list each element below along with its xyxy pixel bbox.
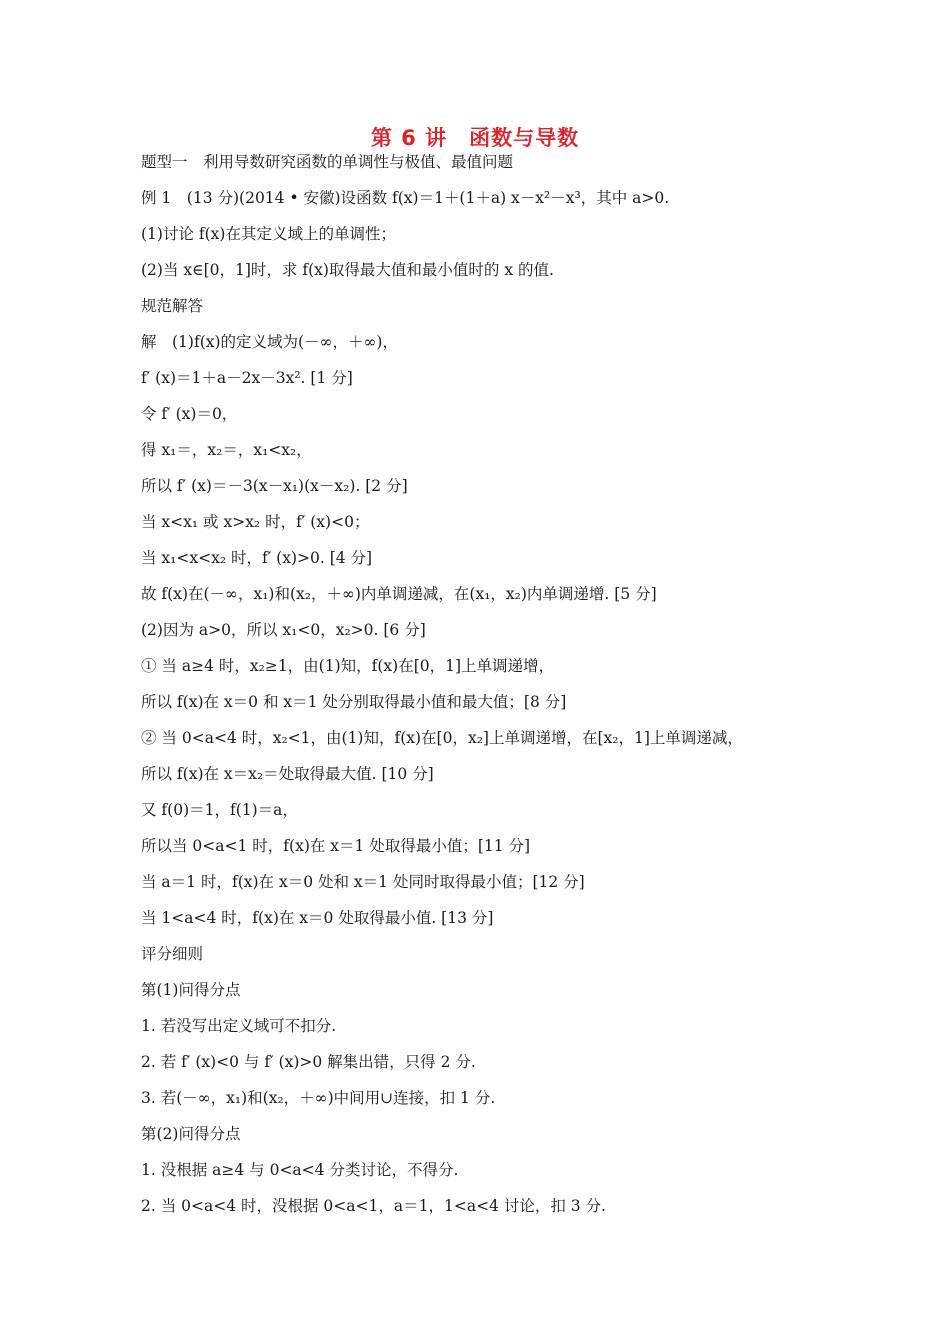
- rubric-item: 1. 若没写出定义域可不扣分.: [141, 1017, 337, 1035]
- example-statement: 例 1 (13 分)(2014 • 安徽)设函数 f(x)＝1＋(1＋a) x－x²－x³，其中 a>0.: [141, 189, 670, 207]
- rubric-subheading: 第(2)问得分点: [141, 1125, 241, 1143]
- solution-heading: 规范解答: [141, 297, 204, 315]
- solution-line: 当 a＝1 时，f(x)在 x＝0 处和 x＝1 处同时取得最小值；[12 分]: [141, 873, 585, 891]
- solution-line: 解 (1)f(x)的定义域为(－∞，＋∞)，: [141, 333, 398, 351]
- solution-line: ① 当 a≥4 时，x₂≥1，由(1)知，f(x)在[0，1]上单调递增，: [141, 657, 555, 675]
- solution-line: 当 x<x₁ 或 x>x₂ 时，f′ (x)<0；: [141, 513, 370, 531]
- rubric-item: 1. 没根据 a≥4 与 0<a<4 分类讨论，不得分.: [141, 1161, 459, 1179]
- rubric-heading: 评分细则: [141, 945, 204, 963]
- solution-line: 故 f(x)在(－∞，x₁)和(x₂，＋∞)内单调递减，在(x₁，x₂)内单调递增. [5 分]: [141, 585, 657, 603]
- rubric-subheading: 第(1)问得分点: [141, 981, 241, 999]
- question-part-2: (2)当 x∈[0，1]时，求 f(x)取得最大值和最小值时的 x 的值.: [141, 261, 554, 279]
- section-heading: 题型一 利用导数研究函数的单调性与极值、最值问题: [141, 153, 514, 171]
- solution-line: (2)因为 a>0，所以 x₁<0，x₂>0. [6 分]: [141, 621, 426, 639]
- solution-line: f′ (x)＝1＋a－2x－3x². [1 分]: [141, 369, 353, 387]
- solution-line: 所以 f(x)在 x＝x₂＝处取得最大值. [10 分]: [141, 765, 434, 783]
- page-title: 第 6 讲 函数与导数: [370, 126, 580, 150]
- solution-line: 所以当 0<a<1 时，f(x)在 x＝1 处取得最小值；[11 分]: [141, 837, 531, 855]
- solution-line: 所以 f(x)在 x＝0 和 x＝1 处分别取得最小值和最大值；[8 分]: [141, 693, 567, 711]
- solution-line: 所以 f′ (x)＝－3(x－x₁)(x－x₂). [2 分]: [141, 477, 408, 495]
- rubric-item: 2. 若 f′ (x)<0 与 f′ (x)>0 解集出错，只得 2 分.: [141, 1053, 476, 1071]
- solution-line: 令 f′ (x)＝0，: [141, 405, 238, 423]
- solution-line: 得 x₁＝，x₂＝，x₁<x₂，: [141, 441, 312, 459]
- question-part-1: (1)讨论 f(x)在其定义域上的单调性；: [141, 225, 396, 243]
- solution-line: 当 x₁<x<x₂ 时，f′ (x)>0. [4 分]: [141, 549, 373, 567]
- rubric-item: 2. 当 0<a<4 时，没根据 0<a<1，a＝1，1<a<4 讨论，扣 3 分.: [141, 1197, 606, 1215]
- solution-line: ② 当 0<a<4 时，x₂<1，由(1)知，f(x)在[0，x₂]上单调递增，在[x₂，1]上单调递减，: [141, 729, 743, 747]
- rubric-item: 3. 若(－∞，x₁)和(x₂，＋∞)中间用∪连接，扣 1 分.: [141, 1089, 496, 1107]
- solution-line: 当 1<a<4 时，f(x)在 x＝0 处取得最小值. [13 分]: [141, 909, 494, 927]
- solution-line: 又 f(0)＝1，f(1)＝a，: [141, 801, 298, 819]
